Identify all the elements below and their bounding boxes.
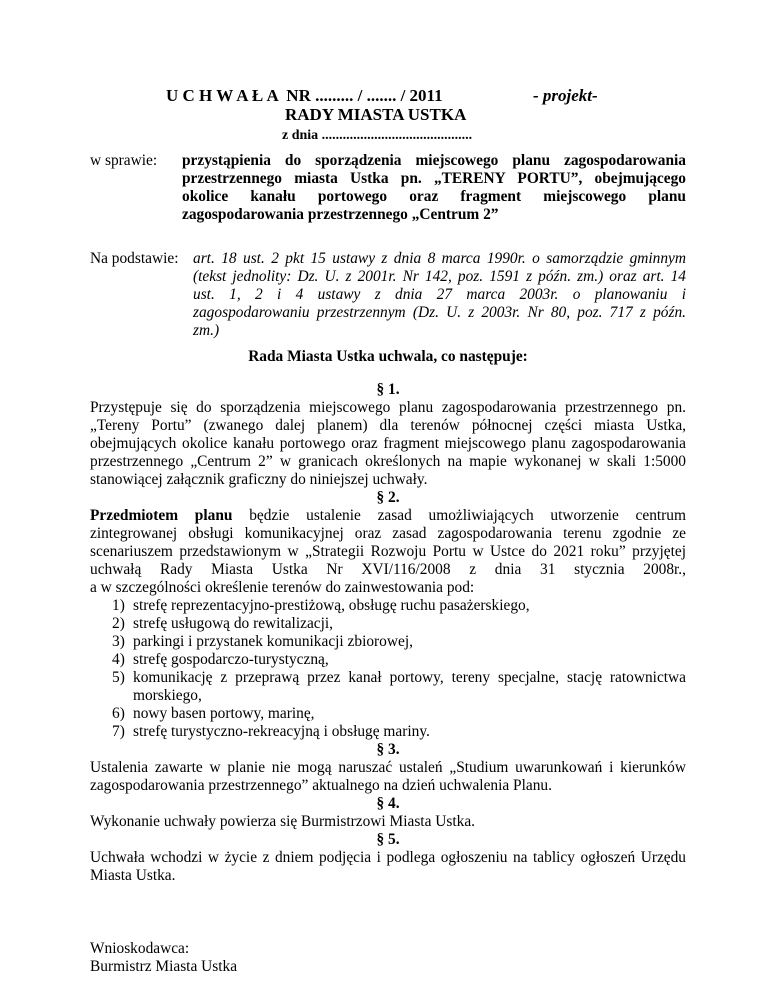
list-item xyxy=(90,597,686,615)
legal-basis-line: zagospodarowaniu przestrzennym (Dz. U. z 2003r. Nr 80, poz. 717 z późn. xyxy=(193,304,686,321)
section-2-list xyxy=(90,597,686,741)
section-2-line: a w szczególności określenie terenów do zainwestowania pod: xyxy=(90,579,475,596)
legal-basis-line: (tekst jednolity: Dz. U. z 2001r. Nr 142, poz. 1591 z późn. zm.) oraz art. 14 xyxy=(193,268,686,285)
list-item xyxy=(90,669,686,687)
legal-basis-label: Na podstawie: xyxy=(90,250,179,267)
section-5-heading: § 5. xyxy=(376,831,400,848)
section-4-heading: § 4. xyxy=(376,795,400,812)
section-4-line: Wykonanie uchwały powierza się Burmistrzowi Miasta Ustka. xyxy=(90,813,476,830)
applicant-name: Burmistrz Miasta Ustka xyxy=(90,958,238,975)
list-item-text: parkingi i przystanek komunikacji zbiorowej, xyxy=(133,633,413,650)
list-item xyxy=(90,633,686,651)
section-2-line: zintegrowanej obsługi komunikacyjnej oraz zasad zagospodarowania terenu zgodnie ze xyxy=(90,525,686,542)
legal-basis-text xyxy=(193,250,686,340)
legal-basis-line: zm.) xyxy=(193,322,220,339)
list-item-number: 5) xyxy=(112,669,125,686)
resolution-title: U C H W A Ł A NR ......... / ....... / 2011 xyxy=(166,86,443,105)
list-item-text: strefę gospodarczo-turystyczną, xyxy=(133,651,329,668)
section-1-line: „Tereny Portu” (zwanego dalej planem) dla terenów północnej części miasta Ustka, xyxy=(90,417,686,434)
section-3-heading: § 3. xyxy=(376,741,400,758)
legal-basis-line: art. 18 ust. 2 pkt 15 ustawy z dnia 8 marca 1990r. o samorządzie gminnym xyxy=(193,250,686,267)
section-2-lead-bold: Przedmiotem planu xyxy=(90,507,233,524)
list-item-text: komunikację z przeprawą przez kanał portowy, tereny specjalne, stację ratownictwa xyxy=(133,669,686,686)
legal-basis-line: ust. 1, 2 i 4 ustawy z dnia 27 marca 2003r. o planowaniu i xyxy=(193,286,686,303)
subject-line: zagospodarowania przestrzennego „Centrum 2” xyxy=(182,206,499,223)
subject-line: okolice kanału portowego oraz fragment miejscowego planu xyxy=(182,188,686,205)
section-5-text xyxy=(90,849,686,885)
section-2-lead-rest: będzie ustalenie zasad umożliwiających utworzenie centrum xyxy=(232,507,686,524)
section-5-line: Uchwała wchodzi w życie z dniem podjęcia i podlega ogłoszeniu na tablicy ogłoszeń Urzędu xyxy=(90,849,686,866)
list-item-continuation xyxy=(90,687,686,705)
list-item-number: 3) xyxy=(112,633,125,650)
section-5-line: Miasta Ustka. xyxy=(90,867,176,884)
section-2-text xyxy=(90,507,686,597)
date-line: z dnia ........................................... xyxy=(282,128,473,143)
section-1-heading: § 1. xyxy=(376,381,400,398)
section-2-line: scenariuszem przedstawionym w „Strategii Rozwoju Portu w Ustce do 2021 roku” przyjętej xyxy=(90,543,686,560)
list-item xyxy=(90,615,686,633)
list-item xyxy=(90,705,686,723)
section-3-line: zagospodarowania przestrzennego” aktualnego na dzień uchwalenia Planu. xyxy=(90,777,552,794)
subject-line: przestrzennego miasta Ustka pn. „TERENY PORTU”, obejmującego xyxy=(182,170,686,187)
list-item-text: strefę reprezentacyjno-prestiżową, obsługę ruchu pasażerskiego, xyxy=(133,597,530,614)
draft-marker: - projekt- xyxy=(533,86,598,105)
section-1-line: stanowiącej załącznik graficzny do niniejszej uchwały. xyxy=(90,471,428,488)
subject-text xyxy=(182,152,686,224)
list-item-number: 6) xyxy=(112,705,125,722)
section-1-text xyxy=(90,399,686,489)
list-item-text: strefę turystyczno-rekreacyjną i obsługę mariny. xyxy=(133,723,430,740)
list-item-text: strefę usługową do rewitalizacji, xyxy=(133,615,334,632)
section-3-text xyxy=(90,759,686,795)
list-item-text: nowy basen portowy, marinę, xyxy=(133,705,315,722)
applicant-label: Wnioskodawca: xyxy=(90,940,190,957)
subject-label: w sprawie: xyxy=(90,152,158,169)
list-item-number: 7) xyxy=(112,723,125,740)
council-name: RADY MIASTA USTKA xyxy=(285,105,467,124)
section-3-line: Ustalenia zawarte w planie nie mogą naruszać ustaleń „Studium uwarunkowań i kierunków xyxy=(90,759,686,776)
list-item-number: 4) xyxy=(112,651,125,668)
list-item-text: morskiego, xyxy=(133,687,202,704)
list-item-number: 1) xyxy=(112,597,125,614)
section-1-line: przestrzennego „Centrum 2” w granicach określonych na mapie wykonanej w skali 1:5000 xyxy=(90,453,686,470)
list-item xyxy=(90,651,686,669)
section-2-heading: § 2. xyxy=(376,489,400,506)
section-1-line: Przystępuje się do sporządzenia miejscowego planu zagospodarowania przestrzennego pn. xyxy=(90,399,686,416)
subject-line: przystąpienia do sporządzenia miejscowego planu zagospodarowania xyxy=(182,152,686,169)
list-item xyxy=(90,723,686,741)
list-item-number: 2) xyxy=(112,615,125,632)
section-1-line: obejmujących okolice kanału portowego oraz fragment miejscowego planu zagospodarowania xyxy=(90,435,686,452)
section-4-text xyxy=(90,813,686,831)
section-2-lead xyxy=(90,507,686,525)
section-2-line: uchwałą Rady Miasta Ustka Nr XVI/116/2008 z dnia 31 stycznia 2008r., xyxy=(90,561,686,578)
council-resolves: Rada Miasta Ustka uchwala, co następuje: xyxy=(248,348,528,365)
